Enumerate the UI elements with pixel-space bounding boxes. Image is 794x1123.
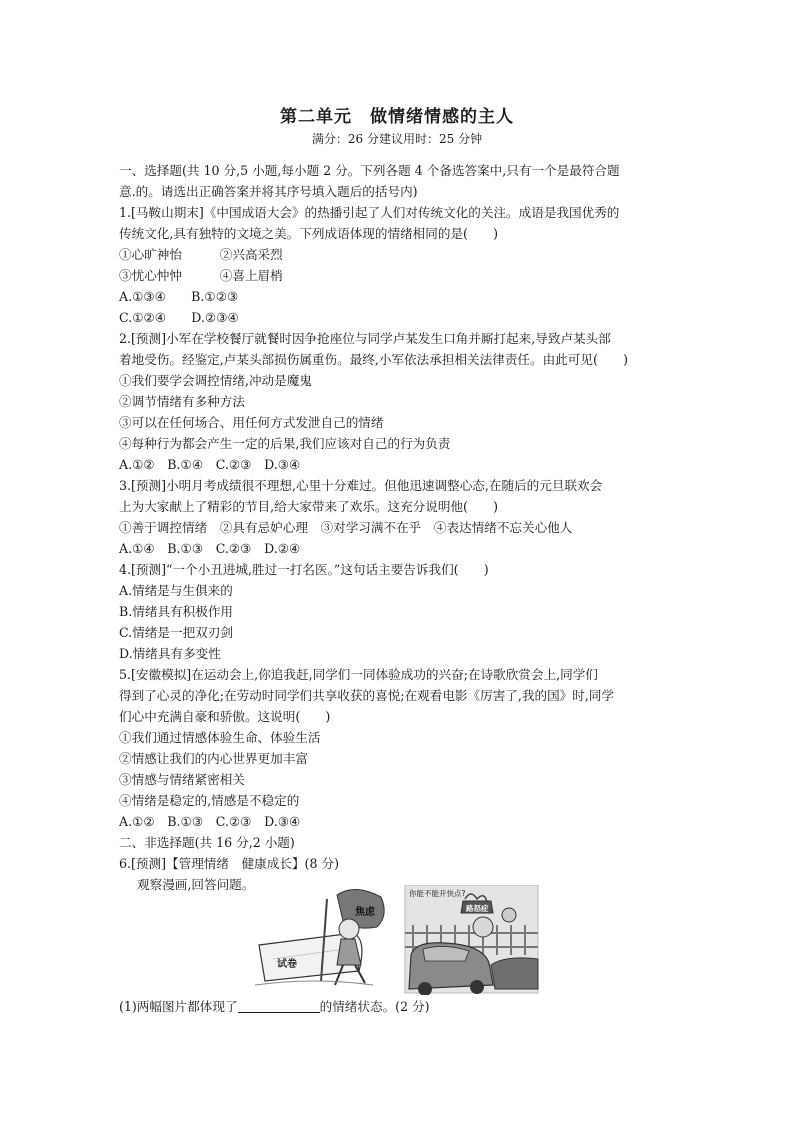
text-line: ①我们通过情感体验生命、体验生活 [119,730,321,745]
text-line: 2.[预测]小军在学校餐厅就餐时因争抢座位与同学卢某发生口角并厮打起来,导致卢某头部 [119,331,611,346]
text-line: ③情感与情绪紧密相关 [119,772,245,787]
road-rage-cartoon [405,885,538,995]
text-line: 二、非选择题(共 16 分,2 小题) [119,835,295,850]
text-line: 们心中充满自豪和骄傲。这说明( ) [119,709,331,724]
text-line: ①善于调控情绪 ②具有忌妒心理 ③对学习满不在乎 ④表达情绪不忘关心他人 [119,520,573,535]
text-line: 1.[马鞍山期末]《中国成语大会》的热播引起了人们对传统文化的关注。成语是我国优秀的 [119,205,620,220]
question-1 [119,996,679,1017]
text-line: 上为大家献上了精彩的节目,给大家带来了欢乐。这充分说明他( ) [119,499,499,514]
text-line: ③可以在任何场合、用任何方式发泄自己的情绪 [119,415,384,430]
question-body [119,160,679,895]
anxiety-cartoon [255,889,384,985]
text-line: A.情绪是与生俱来的 [119,583,233,598]
text-line: 传统文化,具有独特的文境之美。下列成语体现的情绪相同的是( ) [119,226,499,241]
question-1-suffix: 的情绪状态。(2 分) [319,999,430,1014]
answer-blank[interactable] [238,998,320,1013]
text-line: ④每种行为都会产生一定的后果,我们应该对自己的行为负责 [119,436,451,451]
anxiety-label: 焦虑 [355,907,375,918]
text-line: ②情感让我们的内心世界更加丰富 [119,751,308,766]
cartoon-images [255,885,540,995]
instruction-line: 观察漫画,回答问题。 [137,877,255,892]
text-line: 得到了心灵的净化;在劳动时同学们共享收获的喜悦;在观看电影《厉害了,我的国》时,同学 [119,688,615,703]
road-rage-label: 路怒症 [466,904,489,913]
page-subtitle: 满分：26 分建议用时：25 分钟 [311,132,483,146]
page-title: 第二单元 做情绪情感的主人 [280,107,514,127]
text-line: 4.[预测]“一个小丑进城,胜过一打名医。”这句话主要告诉我们( ) [119,562,489,577]
question-1-prefix: (1)两幅图片都体现了 [119,999,238,1014]
text-line: ③忧心忡忡 ④喜上眉梢 [119,268,283,283]
text-line: 6.[预测]【管理情绪 健康成长】(8 分) [119,856,339,871]
text-line: A.①② B.①③ C.②③ D.③④ [119,814,301,829]
text-line: 3.[预测]小明月考成绩很不理想,心里十分难过。但他迅速调整心态,在随后的元旦联欢会 [119,478,603,493]
text-line: C.情绪是一把双刃剑 [119,625,233,640]
text-line: B.情绪具有积极作用 [119,604,234,619]
text-line: 一、选择题(共 10 分,5 小题,每小题 2 分。下列各题 4 个备选答案中,只有一个是最符合题 [119,163,620,178]
text-line: ②调节情绪有多种方法 [119,394,245,409]
text-line: ④情绪是稳定的,情感是不稳定的 [119,793,300,808]
text-line: A.①③④ B.①②③ [119,289,239,304]
text-line: ①我们要学会调控情绪,冲动是魔鬼 [119,373,312,388]
exam-paper-label: 试卷 [277,959,297,970]
road-rage-caption: 你能不能开快点? [409,889,466,898]
text-line: 意.的。请选出正确答案并将其序号填入题后的括号内) [119,184,418,199]
text-line: D.情绪具有多变性 [119,646,221,661]
text-line: 5.[安徽模拟]在运动会上,你追我赶,同学们一同体验成功的兴奋;在诗歌欣赏会上,同学们 [119,667,598,682]
text-line: ①心旷神怡 ②兴高采烈 [119,247,283,262]
text-line: A.①② B.①④ C.②③ D.③④ [119,457,301,472]
text-line: 着地受伤。经鉴定,卢某头部损伤属重伤。最终,小军依法承担相关法律责任。由此可见( ) [119,352,628,367]
text-line: A.①④ B.①③ C.②③ D.②④ [119,541,301,556]
text-line: C.①②④ D.②③④ [119,310,239,325]
